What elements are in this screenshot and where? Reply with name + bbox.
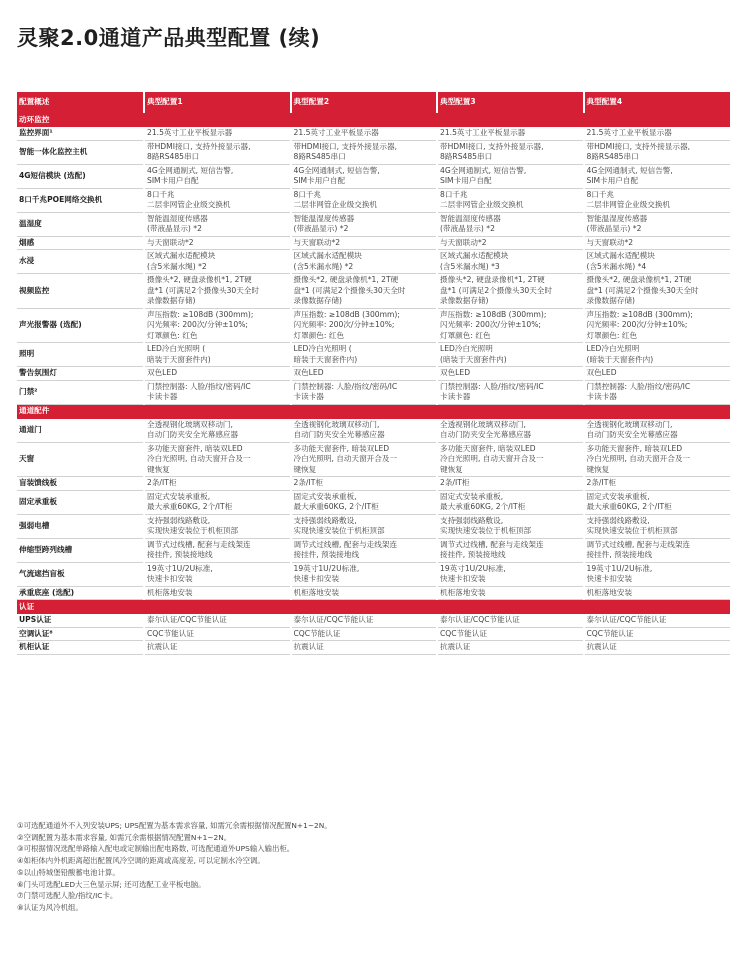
row-label: 8口千兆POE网络交换机: [17, 188, 144, 212]
table-row: [17, 140, 730, 164]
table-row: [17, 586, 730, 600]
row-label: 警告氛围灯: [17, 367, 144, 381]
table-row: [17, 164, 730, 188]
table-row: [17, 380, 730, 404]
row-label: 监控界面¹: [17, 127, 144, 140]
row-label: 视频监控: [17, 274, 144, 309]
cell-config-2: 全透视钢化玻璃双移动门, 自动门防夹安全光幕感应器: [291, 419, 438, 443]
table-row: [17, 614, 730, 627]
cell-config-3: 4G全网通制式, 短信告警, SIM卡用户自配: [437, 164, 584, 188]
cell-config-3: 19英寸1U/2U标准, 快速卡扣安装: [437, 562, 584, 586]
cell-config-2: 门禁控制器: 人脸/指纹/密码/IC 卡读卡器: [291, 380, 438, 404]
cell-config-2: 带HDMI接口, 支持外接显示器, 8路RS485串口: [291, 140, 438, 164]
row-label: 烟感: [17, 236, 144, 250]
row-label: 门禁²: [17, 380, 144, 404]
row-label: 伸缩型跨列线槽: [17, 538, 144, 562]
table-row: [17, 641, 730, 655]
footnote: ⑥门头可选配LED大三色显示屏; 还可选配工业平板电脑。: [17, 879, 206, 889]
cell-config-3: 调节式过线槽, 配套与走线架连 接挂件, 预装接地线: [437, 538, 584, 562]
cell-config-4: 声压指数: ≥108dB (300mm); 闪光频率: 200次/分钟±10%; 灯罩颜色: 红色: [584, 308, 731, 343]
cell-config-1: 摄像头*2, 硬盘录像机*1, 2T硬 盘*1 (可满足2个摄像头30天全时 录像数据存储): [144, 274, 291, 309]
cell-config-1: 机柜落地安装: [144, 586, 291, 600]
header-config-2: 典型配置2: [291, 92, 438, 113]
cell-config-4: 摄像头*2, 硬盘录像机*1, 2T硬 盘*1 (可满足2个摄像头30天全时 录像数据存储): [584, 274, 731, 309]
cell-config-4: 21.5英寸工业平板显示器: [584, 127, 731, 140]
row-label: 照明: [17, 343, 144, 367]
cell-config-3: 支持强弱线路敷设, 实现快速安装位于机柜顶部: [437, 514, 584, 538]
cell-config-3: 双色LED: [437, 367, 584, 381]
cell-config-3: 固定式安装承重板, 最大承重60KG, 2个/IT柜: [437, 490, 584, 514]
table-row: [17, 236, 730, 250]
cell-config-4: 带HDMI接口, 支持外接显示器, 8路RS485串口: [584, 140, 731, 164]
row-label: 盲装馈线板: [17, 477, 144, 491]
table-row: [17, 212, 730, 236]
section-row: [17, 600, 730, 615]
cell-config-3: LED冷白光照明 (暗装于天窗套件内): [437, 343, 584, 367]
cell-config-4: 智能温湿度传感器 (带液晶显示) *2: [584, 212, 731, 236]
cell-config-3: 8口千兆 二层非网管企业级交换机: [437, 188, 584, 212]
cell-config-4: 8口千兆 二层非网管企业级交换机: [584, 188, 731, 212]
cell-config-4: 固定式安装承重板, 最大承重60KG, 2个/IT柜: [584, 490, 731, 514]
cell-config-4: 双色LED: [584, 367, 731, 381]
table-row: [17, 250, 730, 274]
section-title: 通道配件: [17, 404, 730, 419]
table-body: [17, 113, 730, 654]
row-label: UPS认证: [17, 614, 144, 627]
cell-config-3: 全透视钢化玻璃双移动门, 自动门防夹安全光幕感应器: [437, 419, 584, 443]
spec-table: [17, 92, 730, 655]
cell-config-1: 21.5英寸工业平板显示器: [144, 127, 291, 140]
table-row: [17, 442, 730, 477]
header-config-4: 典型配置4: [584, 92, 731, 113]
row-label: 水浸: [17, 250, 144, 274]
header-config-1: 典型配置1: [144, 92, 291, 113]
row-label: 智能一体化监控主机: [17, 140, 144, 164]
cell-config-4: 支持强弱线路敷设, 实现快速安装位于机柜顶部: [584, 514, 731, 538]
cell-config-4: 19英寸1U/2U标准, 快速卡扣安装: [584, 562, 731, 586]
row-label: 天窗: [17, 442, 144, 477]
table-row: [17, 343, 730, 367]
cell-config-3: CQC节能认证: [437, 627, 584, 641]
cell-config-2: 双色LED: [291, 367, 438, 381]
cell-config-1: 固定式安装承重板, 最大承重60KG, 2个/IT柜: [144, 490, 291, 514]
cell-config-1: 区域式漏水适配模块 (含5米漏水绳) *2: [144, 250, 291, 274]
row-label: 机柜认证: [17, 641, 144, 655]
footnotes: [17, 820, 730, 914]
cell-config-2: 固定式安装承重板, 最大承重60KG, 2个/IT柜: [291, 490, 438, 514]
cell-config-1: 智能温湿度传感器 (带液晶显示) *2: [144, 212, 291, 236]
cell-config-3: 摄像头*2, 硬盘录像机*1, 2T硬 盘*1 (可满足2个摄像头30天全时 录像数据存储): [437, 274, 584, 309]
cell-config-4: 2条/IT柜: [584, 477, 731, 491]
row-label: 4G短信模块 (选配): [17, 164, 144, 188]
cell-config-2: LED冷白光照明 ( 暗装于天窗套件内): [291, 343, 438, 367]
cell-config-3: 多功能天窗套件, 暗装双LED 冷白光照明, 自动天窗开合及一 键恢复: [437, 442, 584, 477]
cell-config-3: 与天窗联动*2: [437, 236, 584, 250]
table-row: [17, 274, 730, 309]
row-label: 空调认证⁸: [17, 627, 144, 641]
cell-config-3: 泰尔认证/CQC节能认证: [437, 614, 584, 627]
row-label: 气流遮挡盲板: [17, 562, 144, 586]
cell-config-4: 与天窗联动*2: [584, 236, 731, 250]
cell-config-2: 泰尔认证/CQC节能认证: [291, 614, 438, 627]
section-title: 动环监控: [17, 113, 730, 127]
cell-config-1: 带HDMI接口, 支持外接显示器, 8路RS485串口: [144, 140, 291, 164]
cell-config-4: 门禁控制器: 人脸/指纹/密码/IC 卡读卡器: [584, 380, 731, 404]
footnote: ③可根据情况选配单路输入配电或定制输出配电路数, 可选配通道外UPS输入输出柜。: [17, 844, 295, 854]
cell-config-4: 机柜落地安装: [584, 586, 731, 600]
table-row: [17, 562, 730, 586]
table-row: [17, 308, 730, 343]
row-label: 强弱电槽: [17, 514, 144, 538]
cell-config-2: 机柜落地安装: [291, 586, 438, 600]
table-row: [17, 477, 730, 491]
section-row: [17, 404, 730, 419]
cell-config-2: 8口千兆 二层非网管企业级交换机: [291, 188, 438, 212]
cell-config-4: 泰尔认证/CQC节能认证: [584, 614, 731, 627]
table-row: [17, 188, 730, 212]
cell-config-1: 支持强弱线路敷设, 实现快速安装位于机柜顶部: [144, 514, 291, 538]
table-row: [17, 514, 730, 538]
cell-config-1: 全透视钢化玻璃双移动门, 自动门防夹安全光幕感应器: [144, 419, 291, 443]
cell-config-2: 19英寸1U/2U标准, 快速卡扣安装: [291, 562, 438, 586]
cell-config-2: 区域式漏水适配模块 (含5米漏水绳) *2: [291, 250, 438, 274]
cell-config-3: 带HDMI接口, 支持外接显示器, 8路RS485串口: [437, 140, 584, 164]
table-row: [17, 538, 730, 562]
cell-config-4: 多功能天窗套件, 暗装双LED 冷白光照明, 自动天窗开合及一 键恢复: [584, 442, 731, 477]
cell-config-2: 调节式过线槽, 配套与走线架连 接挂件, 预装接地线: [291, 538, 438, 562]
cell-config-4: 区域式漏水适配模块 (含5米漏水绳) *4: [584, 250, 731, 274]
cell-config-4: 抗震认证: [584, 641, 731, 655]
row-label: 声光报警器 (选配): [17, 308, 144, 343]
cell-config-3: 21.5英寸工业平板显示器: [437, 127, 584, 140]
cell-config-4: LED冷白光照明 (暗装于天窗套件内): [584, 343, 731, 367]
cell-config-2: 2条/IT柜: [291, 477, 438, 491]
cell-config-2: 4G全网通制式, 短信告警, SIM卡用户自配: [291, 164, 438, 188]
section-title: 认证: [17, 600, 730, 615]
page-title: 灵聚2.0通道产品典型配置 (续): [17, 26, 321, 50]
cell-config-3: 抗震认证: [437, 641, 584, 655]
table-row: [17, 627, 730, 641]
cell-config-2: 与天窗联动*2: [291, 236, 438, 250]
cell-config-1: CQC节能认证: [144, 627, 291, 641]
section-row: [17, 113, 730, 127]
cell-config-1: 多功能天窗套件, 暗装双LED 冷白光照明, 自动天窗开合及一 键恢复: [144, 442, 291, 477]
row-label: 固定承重板: [17, 490, 144, 514]
cell-config-2: 声压指数: ≥108dB (300mm); 闪光频率: 200次/分钟±10%; 灯罩颜色: 红色: [291, 308, 438, 343]
cell-config-4: CQC节能认证: [584, 627, 731, 641]
cell-config-2: 多功能天窗套件, 暗装双LED 冷白光照明, 自动天窗开合及一 键恢复: [291, 442, 438, 477]
cell-config-1: 双色LED: [144, 367, 291, 381]
cell-config-1: 2条/IT柜: [144, 477, 291, 491]
footnote: ⑤以山特城堡铅酸蓄电池计算。: [17, 867, 120, 877]
cell-config-1: 声压指数: ≥108dB (300mm); 闪光频率: 200次/分钟±10%; 灯罩颜色: 红色: [144, 308, 291, 343]
cell-config-1: 4G全网通制式, 短信告警, SIM卡用户自配: [144, 164, 291, 188]
row-label: 温湿度: [17, 212, 144, 236]
cell-config-4: 全透视钢化玻璃双移动门, 自动门防夹安全光幕感应器: [584, 419, 731, 443]
header-overview: 配置概述: [17, 92, 144, 113]
footnote: ⑦门禁可选配人脸/指纹/IC卡。: [17, 891, 118, 901]
cell-config-1: 8口千兆 二层非网管企业级交换机: [144, 188, 291, 212]
cell-config-1: 调节式过线槽, 配套与走线架连 接挂件, 预装接地线: [144, 538, 291, 562]
cell-config-4: 调节式过线槽, 配套与走线架连 接挂件, 预装接地线: [584, 538, 731, 562]
cell-config-2: 智能温湿度传感器 (带液晶显示) *2: [291, 212, 438, 236]
cell-config-2: CQC节能认证: [291, 627, 438, 641]
footnote: ⑧认证为风冷机组。: [17, 902, 83, 912]
cell-config-3: 门禁控制器: 人脸/指纹/密码/IC 卡读卡器: [437, 380, 584, 404]
cell-config-1: 19英寸1U/2U标准, 快速卡扣安装: [144, 562, 291, 586]
table-row: [17, 127, 730, 140]
footnote: ①可选配通道外不入列安装UPS; UPS配置为基本需求容量, 如需冗余需根据情况配置N+1~2N。: [17, 821, 332, 830]
footnote: ②空调配置为基本需求容量, 如需冗余需根据情况配置N+1~2N。: [17, 832, 232, 842]
cell-config-2: 21.5英寸工业平板显示器: [291, 127, 438, 140]
cell-config-2: 支持强弱线路敷设, 实现快速安装位于机柜顶部: [291, 514, 438, 538]
cell-config-3: 2条/IT柜: [437, 477, 584, 491]
cell-config-2: 摄像头*2, 硬盘录像机*1, 2T硬 盘*1 (可满足2个摄像头30天全时 录像数据存储): [291, 274, 438, 309]
cell-config-4: 4G全网通制式, 短信告警, SIM卡用户自配: [584, 164, 731, 188]
cell-config-1: 泰尔认证/CQC节能认证: [144, 614, 291, 627]
table-header-row: [17, 92, 730, 113]
cell-config-1: 与天窗联动*2: [144, 236, 291, 250]
table-row: [17, 419, 730, 443]
table-row: [17, 367, 730, 381]
row-label: 通道门: [17, 419, 144, 443]
row-label: 承重底座 (选配): [17, 586, 144, 600]
cell-config-3: 智能温湿度传感器 (带液晶显示) *2: [437, 212, 584, 236]
cell-config-1: LED冷白光照明 ( 暗装于天窗套件内): [144, 343, 291, 367]
cell-config-1: 抗震认证: [144, 641, 291, 655]
header-config-3: 典型配置3: [437, 92, 584, 113]
cell-config-2: 抗震认证: [291, 641, 438, 655]
table-row: [17, 490, 730, 514]
cell-config-3: 机柜落地安装: [437, 586, 584, 600]
cell-config-1: 门禁控制器: 人脸/指纹/密码/IC 卡读卡器: [144, 380, 291, 404]
cell-config-3: 区域式漏水适配模块 (含5米漏水绳) *3: [437, 250, 584, 274]
footnote: ④如柜体内外机距离超出配置风冷空调的距离或高度差, 可以定制水冷空调。: [17, 856, 265, 866]
cell-config-3: 声压指数: ≥108dB (300mm); 闪光频率: 200次/分钟±10%; 灯罩颜色: 红色: [437, 308, 584, 343]
